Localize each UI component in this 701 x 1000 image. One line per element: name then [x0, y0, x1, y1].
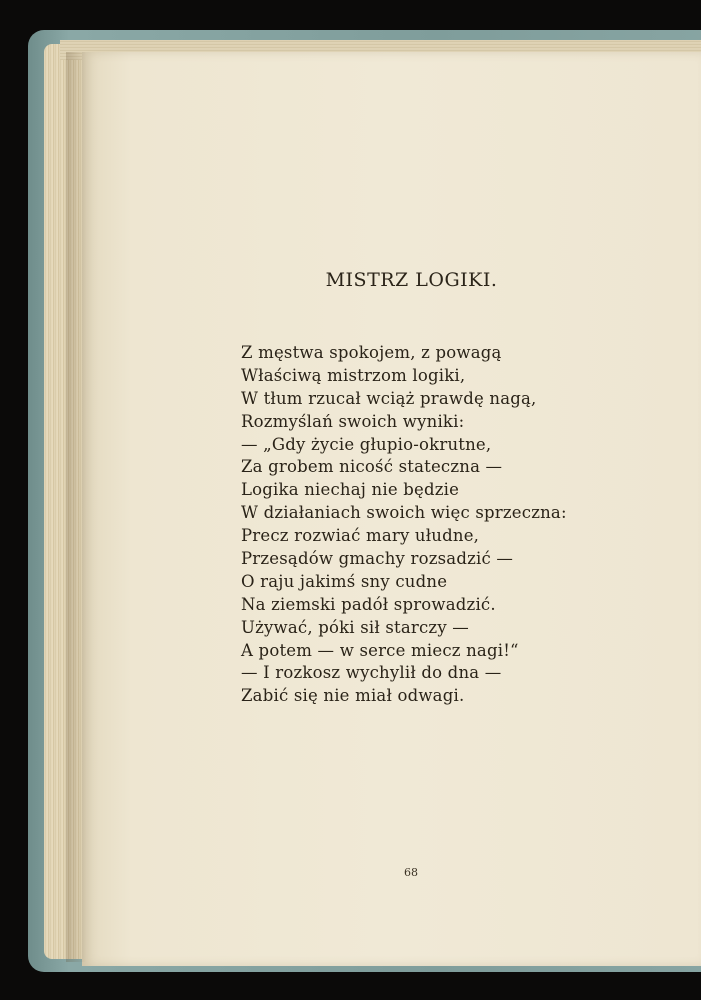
poem-line: — „Gdy życie głupio-okrutne,	[241, 434, 492, 454]
poem-line: Zabić się nie miał odwagi.	[241, 686, 465, 706]
poem-line: Precz rozwiać mary ułudne,	[241, 526, 480, 546]
poem-body	[241, 342, 567, 708]
poem-line: O raju jakimś sny cudne	[241, 571, 448, 591]
poem-line: Na ziemski padół sprowadzić.	[241, 594, 496, 614]
poem-line: Właściwą mistrzom logiki,	[241, 365, 466, 385]
page-number: 68	[404, 866, 418, 879]
poem-line: — I rozkosz wychylił do dna —	[241, 663, 502, 683]
poem-line: Za grobem nicość stateczna —	[241, 457, 503, 477]
poem-line: A potem — w serce miecz nagi!“	[241, 640, 519, 660]
poem-line: W działaniach swoich więc sprzeczna:	[241, 503, 567, 523]
poem-line: Przesądów gmachy rozsadzić —	[241, 549, 514, 569]
poem-line: Rozmyślań swoich wyniki:	[241, 411, 465, 431]
poem-line: Logika niechaj nie będzie	[241, 480, 460, 500]
gutter-shadow	[66, 52, 86, 962]
poem-title: MISTRZ LOGIKI.	[325, 269, 498, 291]
poem-line: Z męstwa spokojem, z powagą	[241, 343, 502, 362]
poem-line: Używać, póki sił starczy —	[241, 617, 469, 637]
poem-line: W tłum rzucał wciąż prawdę nagą,	[241, 388, 537, 408]
